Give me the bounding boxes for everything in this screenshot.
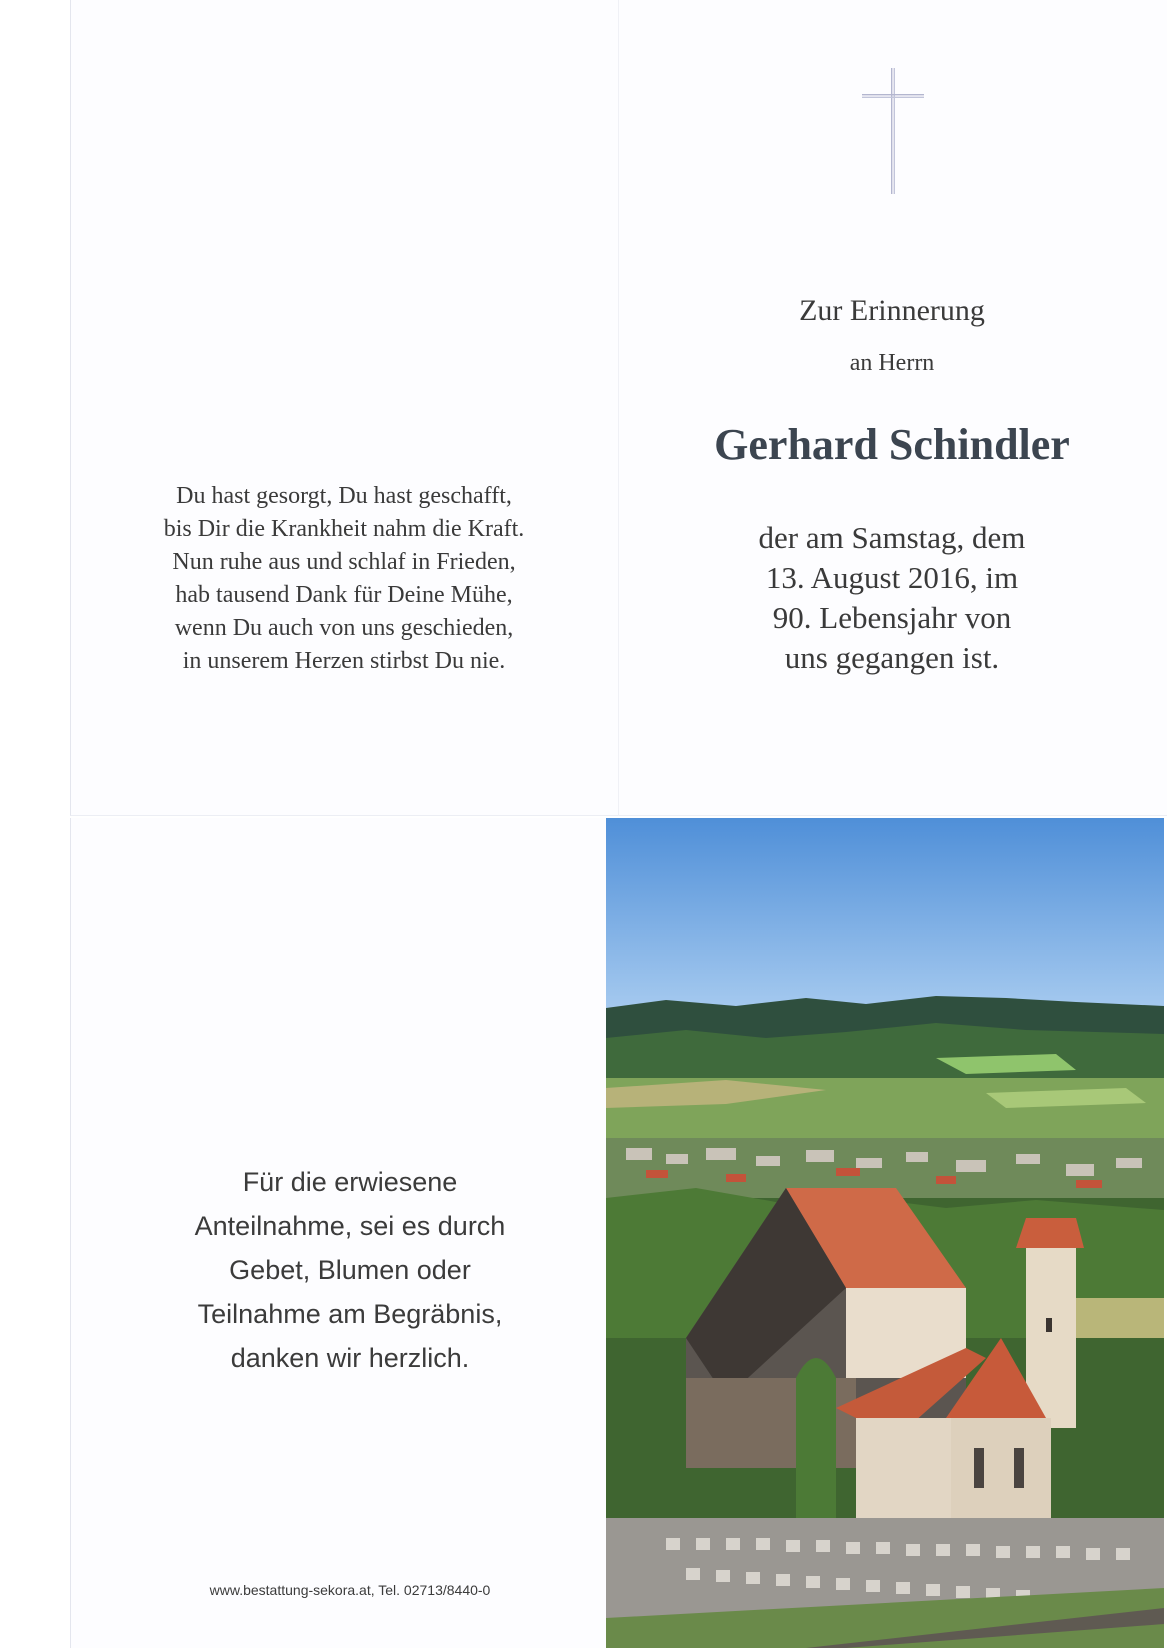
passing-text — [700, 518, 1084, 678]
poem-line: wenn Du auch von uns geschieden, — [174, 615, 514, 641]
inner-left-panel — [70, 0, 619, 816]
poem-line: hab tausend Dank für Deine Mühe, — [175, 582, 513, 608]
thanks-text — [100, 1160, 600, 1380]
poem — [70, 480, 618, 678]
cross-icon — [862, 68, 924, 194]
church-photo — [606, 818, 1164, 1648]
deceased-name: Gerhard Schindler — [714, 420, 1070, 469]
thanks-line: Für die erwiesene — [242, 1167, 458, 1197]
funeral-home-contact: www.bestattung-sekora.at, Tel. 02713/8440-0 — [209, 1582, 491, 1598]
thanks-line: Gebet, Blumen oder — [229, 1255, 471, 1285]
memorial-heading: Zur Erinnerung — [799, 294, 985, 327]
thanks-line: danken wir herzlich. — [230, 1343, 470, 1373]
passing-line: der am Samstag, dem — [758, 520, 1026, 555]
poem-line: Du hast gesorgt, Du hast geschafft, — [176, 483, 512, 509]
poem-line: in unserem Herzen stirbst Du nie. — [182, 648, 506, 674]
thanks-line: Teilnahme am Begräbnis, — [197, 1299, 503, 1329]
thanks-line: Anteilnahme, sei es durch — [194, 1211, 506, 1241]
poem-line: Nun ruhe aus und schlaf in Frieden, — [172, 549, 516, 575]
salutation: an Herrn — [849, 350, 935, 376]
poem-line: bis Dir die Krankheit nahm die Kraft. — [163, 516, 525, 542]
passing-line: uns gegangen ist. — [784, 640, 1000, 675]
passing-line: 13. August 2016, im — [765, 560, 1019, 595]
passing-line: 90. Lebensjahr von — [772, 600, 1012, 635]
